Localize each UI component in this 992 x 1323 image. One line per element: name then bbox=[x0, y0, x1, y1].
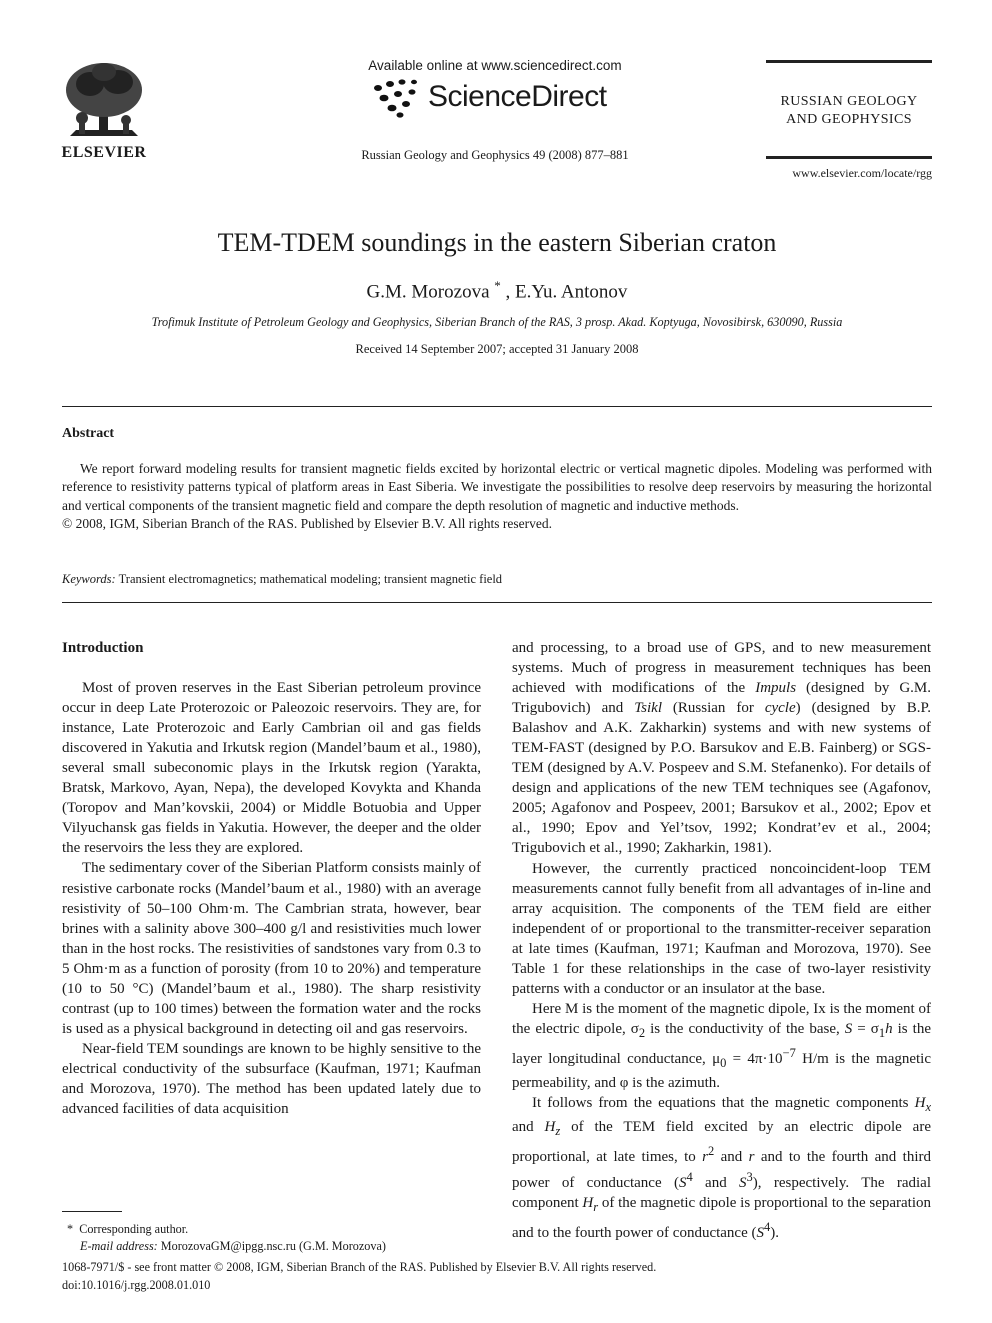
right-paragraph-2: However, the currently practiced noncoincident-loop TEM measurements cannot fully benefit from all advantages of in-line and array acquisition. The components of the TEM field are either independent of or proportional to the transmitter-receiver separation at late times (Kaufman, 1971; Kaufman and Morozova, 1970). See Table 1 for these relationships in the case of two-layer resistivity patterns with a conductor or an insulator at the base. bbox=[512, 860, 931, 997]
abstract-body bbox=[62, 460, 932, 534]
introduction-heading: Introduction bbox=[62, 640, 144, 656]
author-list bbox=[62, 278, 932, 303]
journal-title-block bbox=[766, 93, 932, 129]
footnote-rule bbox=[62, 1211, 122, 1212]
sciencedirect-logo bbox=[370, 78, 630, 122]
corresponding-author-note: * Corresponding author. bbox=[67, 1222, 189, 1236]
journal-reference: Russian Geology and Geophysics 49 (2008) 877–881 bbox=[361, 148, 629, 162]
intro-paragraph-1: Most of proven reserves in the East Siberian petroleum province occur in deep Late Proterozoic or Paleozoic reservoirs. They are, for instance, Late Proterozoic and Early Cambrian oil and gas fields discovered in Yakutia and Irkutsk region (Mandel’baum et al., 1980), several small subeconomic plays in the Irkutsk region (Yarakta, Bratsk, Markovo, Ayan, Nepa), the developed Kovykta and Khanda (Toropov and Man’kovskii, 2004) or Middle Botuobia and Upper Vilyuchansk gas fields in Yakutia. However, the deeper and the older the reservoirs the less they are explored. bbox=[62, 680, 481, 857]
journal-title-top-rule bbox=[766, 60, 932, 63]
intro-paragraph-2: The sedimentary cover of the Siberian Platform consists mainly of resistive carbonate rocks (Mandel’baum et al., 1980) with an average resistivity of 50–100 Ohm·m. The Cambrian strata, however, bear brines with a salinity above 300–400 g/l and resistivities much lower than in the host rocks. The resistivities of sandstones vary from 0.3 to 5 Ohm·m as a function of porosity (from 10 to 20%) and temperature (10 to 50 °C) (Mandel’baum et al., 1980). The sharp resistivity contrast (up to 100 times) between the formation water and the rocks is used as a physical background in detecting oil and gas reservoirs. bbox=[62, 860, 481, 1037]
journal-title-bottom-rule bbox=[766, 156, 932, 159]
available-online-text: Available online at www.sciencedirect.com bbox=[368, 58, 622, 73]
right-paragraph-3: Here M is the moment of the magnetic dipole, Ix is the moment of the electric dipole, $\sigma_2$ is the conductivity of the base, $S = \sigma_1h$ is the layer longitudinal conductance, $\mu_0 = 4\pi\cdot 10^{-7}$ H/m is the magnetic permeability, and φ is the azimuth. bbox=[512, 1000, 931, 1091]
intro-paragraph-3: Near-field TEM soundings are known to be highly sensitive to the electrical conductivity of the subsurface (Kaufman, 1971; Kaufman and Morozova, 1970). The method has been updated lately due to advanced facilities of data acquisition bbox=[62, 1040, 481, 1118]
abstract-bottom-rule bbox=[62, 602, 932, 603]
author-email-note: E-mail address: MorozovaGM@ipgg.nsc.ru (G.M. Morozova) bbox=[80, 1239, 386, 1253]
body-right-column bbox=[512, 638, 931, 1243]
journal-url: www.elsevier.com/locate/rgg bbox=[792, 166, 932, 180]
abstract-paragraph: We report forward modeling results for transient magnetic fields excited by horizontal electric or vertical magnetic dipoles. Modeling was performed with reference to resistivity patterns typical of platform areas in East Siberia. We investigate the possibilities to resolve deep reservoirs by measuring the horizontal and vertical components of the transient magnetic field and compare the depth resolution of magnetic and inductive methods. bbox=[62, 461, 932, 513]
affiliation: Trofimuk Institute of Petroleum Geology and Geophysics, Siberian Branch of the RAS, 3 prosp. Akad. Koptyuga, Novosibirsk, 630090, Russia bbox=[151, 315, 843, 329]
body-left-column bbox=[62, 638, 481, 1119]
journal-title-line-2: AND GEOPHYSICS bbox=[786, 112, 912, 127]
keywords bbox=[62, 572, 932, 587]
article-title: TEM-TDEM soundings in the eastern Siberian craton bbox=[217, 228, 777, 257]
abstract-top-rule bbox=[62, 406, 932, 407]
sciencedirect-dots-icon bbox=[370, 78, 426, 118]
issn-line: 1068-7971/$ - see front matter © 2008, IGM, Siberian Branch of the RAS. Published by Elsevier B.V. All rights reserved. bbox=[62, 1260, 657, 1274]
doi-line[interactable]: doi:10.1016/j.rgg.2008.01.010 bbox=[62, 1278, 211, 1292]
front-matter bbox=[62, 1258, 932, 1294]
journal-title-line-1: RUSSIAN GEOLOGY bbox=[780, 94, 918, 109]
sciencedirect-wordmark: ScienceDirect bbox=[428, 80, 607, 113]
keywords-label: Keywords: bbox=[62, 572, 116, 586]
abstract-heading: Abstract bbox=[62, 426, 115, 441]
keywords-list: Transient electromagnetics; mathematical modeling; transient magnetic field bbox=[118, 572, 503, 586]
footnote bbox=[62, 1221, 482, 1255]
elsevier-logo bbox=[58, 60, 150, 162]
right-paragraph-1: and processing, to a broad use of GPS, and to new measurement systems. Much of progress in measurement techniques has been achieved with modifications of the Impuls (designed by G.M. Trigubovich) and Tsikl (Russian for cycle) (designed by B.P. Balashov and A.K. Zakharkin) systems and with new systems of TEM-FAST (designed by P.O. Barsukov and E.B. Fainberg) or SGS-TEM (designed by A.V. Pospeev and S.M. Stefanenko). For details of design and applications of the new TEM techniques see (Agafonov, 2005; Agafonov and Pospeev, 2001; Barsukov et al., 2002; Epov et al., 1990; Epov and Yel’tsov, 1992; Kondrat’ev et al., 2004; Trigubovich et al., 1990; Zakharkin, 1981). bbox=[512, 640, 931, 857]
author-1: G.M. Morozova bbox=[366, 281, 490, 303]
abstract-copyright: © 2008, IGM, Siberian Branch of the RAS. Published by Elsevier B.V. All rights reserved. bbox=[62, 516, 552, 532]
author-2: , E.Yu. Antonov bbox=[505, 281, 628, 303]
elsevier-tree-icon bbox=[58, 60, 150, 142]
right-paragraph-4: It follows from the equations that the magnetic components $H_x$ and $H_z$ of the TEM field excited by an electric dipole are proportional, at late times, to $r^2$ and r and to the fourth and third power of conductance ($S^4$ and $S^3$), respectively. The radial component $H_r$ of the magnetic dipole is proportional to the separation and to the fourth power of conductance $(S^4)$. bbox=[512, 1095, 931, 1242]
received-dates: Received 14 September 2007; accepted 31 January 2008 bbox=[355, 342, 639, 356]
corresponding-author-mark: * bbox=[494, 278, 501, 293]
elsevier-wordmark: ELSEVIER bbox=[61, 144, 147, 161]
author-email-link[interactable]: MorozovaGM@ipgg.nsc.ru (G.M. Morozova) bbox=[157, 1239, 386, 1253]
